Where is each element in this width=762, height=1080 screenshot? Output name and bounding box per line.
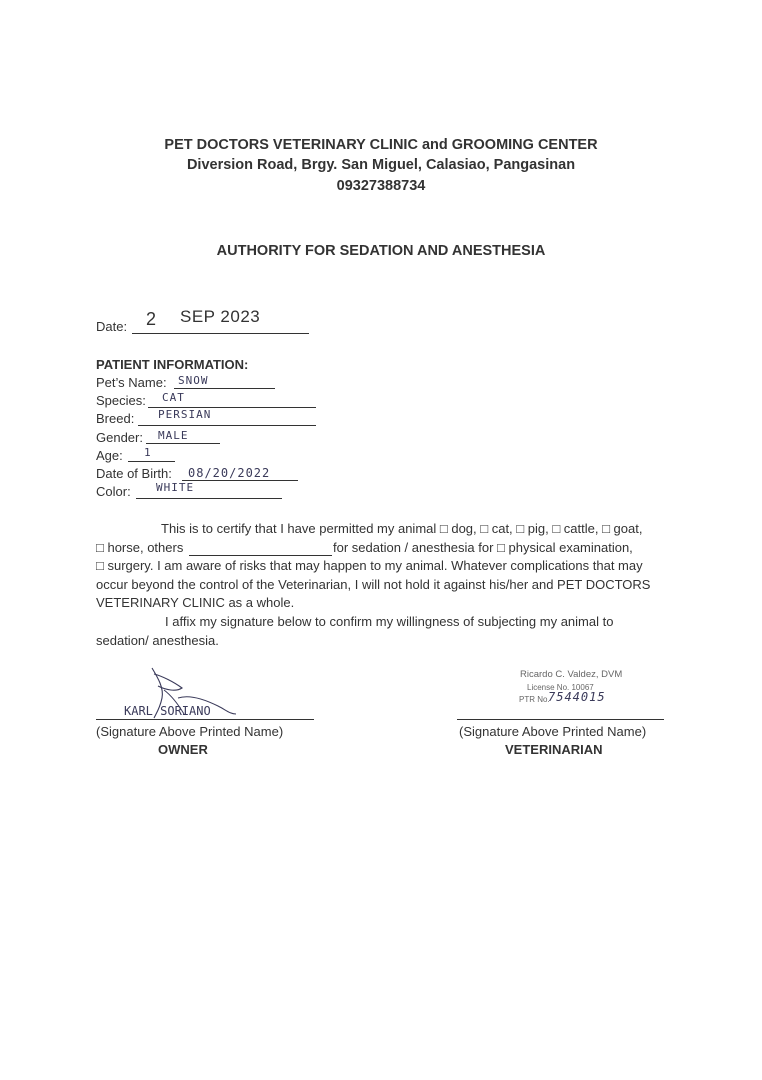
cert-line-5: VETERINARY CLINIC as a whole. — [96, 595, 295, 610]
date-day: 2 — [146, 309, 157, 329]
clinic-name: PET DOCTORS VETERINARY CLINIC and GROOMING CENTER — [164, 137, 598, 153]
clinic-phone: 09327388734 — [336, 178, 426, 194]
cert-line-7: sedation/ anesthesia. — [96, 633, 219, 648]
breed-label: Breed: — [96, 411, 135, 426]
patient-info-heading: PATIENT INFORMATION: — [96, 357, 249, 372]
species-label: Species: — [96, 393, 146, 408]
svg-text:KARL SORIANO: KARL SORIANO — [124, 704, 211, 718]
dob-value: 08/20/2022 — [188, 466, 271, 480]
color-line — [136, 498, 282, 499]
owner-caption: (Signature Above Printed Name) — [96, 724, 284, 739]
vet-role: VETERINARIAN — [505, 742, 603, 757]
date-label: Date: — [96, 319, 128, 334]
cert-line-2b: for sedation / anesthesia for □ physical examination, — [333, 540, 633, 555]
cert-line-3: □ surgery. I am aware of risks that may happen to my animal. Whatever complications that may — [96, 558, 643, 573]
breed-value: PERSIAN — [158, 408, 212, 421]
gender-line — [146, 443, 220, 444]
vet-stamp-name: Ricardo C. Valdez, DVM — [520, 669, 623, 680]
age-label: Age: — [96, 448, 123, 463]
vet-stamp-ptr-label: PTR No. — [519, 695, 550, 704]
cert-line-4: occur beyond the control of the Veterinarian, I will not hold it against his/her and PET DOCTORS — [96, 577, 651, 592]
pet-name-label: Pet’s Name: — [96, 375, 167, 390]
cert-line-6: I affix my signature below to confirm my willingness of subjecting my animal to — [165, 614, 614, 629]
age-value: 1 — [144, 446, 152, 459]
color-value: WHITE — [156, 481, 195, 494]
others-line — [189, 555, 332, 556]
form-title: AUTHORITY FOR SEDATION AND ANESTHESIA — [216, 243, 546, 259]
clinic-address: Diversion Road, Brgy. San Miguel, Calasiao, Pangasinan — [186, 157, 576, 173]
breed-line — [138, 425, 316, 426]
gender-label: Gender: — [96, 430, 143, 445]
vet-stamp-ptr-value: 7544015 — [548, 690, 606, 704]
vet-caption: (Signature Above Printed Name) — [459, 724, 647, 739]
gender-value: MALE — [158, 429, 189, 442]
color-label: Color: — [96, 484, 131, 499]
dob-label: Date of Birth: — [96, 466, 172, 481]
owner-role: OWNER — [158, 742, 208, 757]
date-line — [132, 333, 309, 334]
owner-signature-line — [96, 719, 314, 720]
dob-line — [182, 480, 298, 481]
pet-name-line — [174, 388, 275, 389]
age-line — [128, 461, 175, 462]
pet-name-value: SNOW — [178, 374, 209, 387]
cert-line-1: This is to certify that I have permitted my animal □ dog, □ cat, □ pig, □ cattle, □ goat, — [161, 521, 643, 536]
species-value: CAT — [162, 391, 185, 404]
vet-signature-line — [457, 719, 664, 720]
cert-line-2a: □ horse, others — [96, 540, 184, 555]
date-stamp: SEP 2023 — [180, 307, 261, 326]
owner-printed-name-icon — [122, 700, 242, 720]
vet-stamp-license: License No. 10067 — [527, 683, 594, 692]
